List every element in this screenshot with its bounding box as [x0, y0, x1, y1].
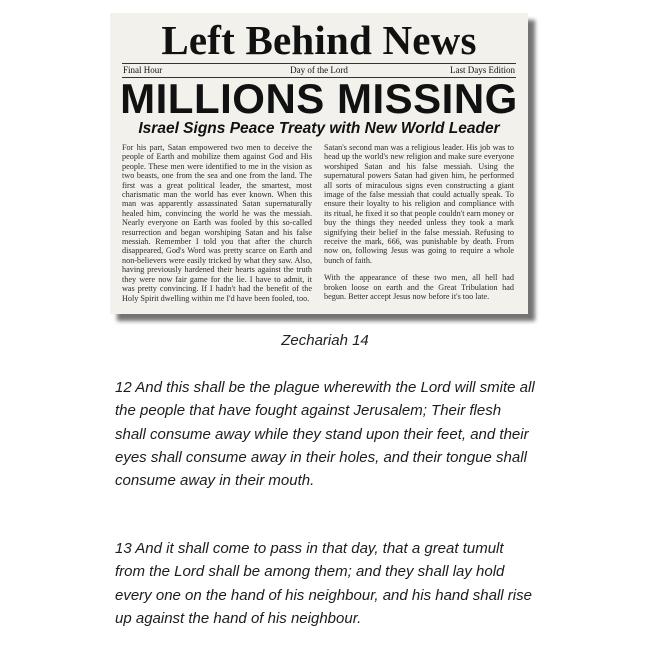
article-column-left	[122, 143, 312, 303]
dateline-center: Day of the Lord	[290, 65, 348, 75]
newspaper-clipping	[110, 13, 528, 314]
article-paragraph: For his part, Satan empowered two men to deceive the people of Earth and mobilize them against God and His people. These men were identified to me in the vision as two beasts, one from the sea and one from the land. The first was a great political leader, the smartest, most charismatic man the world has ever known. When this man was apparently assassinated Satan supernaturally healed him, convincing the world he was the messiah. Nearly everyone on Earth was fooled by this so-called resurrection and began worshiping Satan and his false messiah. Remember I told you that after the church disappeared, God's Word was pretty scarce on Earth and non-believers were easily tricked by what they saw. Also, having previously hardened their hearts against the truth they were now fair game for the lie. I have to admit, it was pretty convincing. If I hadn't had the benefit of the Holy Spirit dwelling within me I'd have been fooled, too.	[122, 143, 312, 303]
article-column-right	[324, 143, 514, 302]
scripture-verse-13: 13 And it shall come to pass in that day, that a great tumult from the Lord shall be among them; and they shall lay hold every one on the hand of his neighbour, and his hand shall rise up against the hand of his neighbour.	[115, 540, 532, 627]
newspaper-subheadline: Israel Signs Peace Treaty with New World Leader	[138, 120, 500, 137]
dateline-right: Last Days Edition	[450, 65, 515, 75]
newspaper-headline: MILLIONS MISSING	[120, 75, 518, 122]
article-paragraph: Satan's second man was a religious leader. His job was to head up the world's new religion and make sure everyone worshiped Satan and his false messiah. Using the supernatural powers Satan had given him, he performed all sorts of miraculous signs even constructing a giant image of the false messiah that could actually speak. To ensure their loyalty to his religion and compliance with its ritual, he fixed it so that people couldn't earn money or buy the things they needed unless they took a mark signifying their belief in the false messiah. Refusing to receive the mark, 666, was punishable by death. From now on, following Jesus was going to require a whole bunch of faith.	[324, 143, 514, 265]
dateline-left: Final Hour	[123, 65, 163, 75]
newspaper-masthead: Left Behind News	[161, 17, 477, 63]
article-paragraph: With the appearance of these two men, all hell had broken loose on earth and the Great Tribulation had begun. Better accept Jesus now before it's too late.	[324, 273, 514, 302]
scripture-verse-12: 12 And this shall be the plague wherewith the Lord will smite all the people that have fought against Jerusalem; Their flesh shall consume away while they stand upon their feet, and their eyes shall consume away in their holes, and their tongue shall consume away in their mouth.	[115, 379, 535, 490]
scripture-reference: Zechariah 14	[281, 332, 369, 349]
